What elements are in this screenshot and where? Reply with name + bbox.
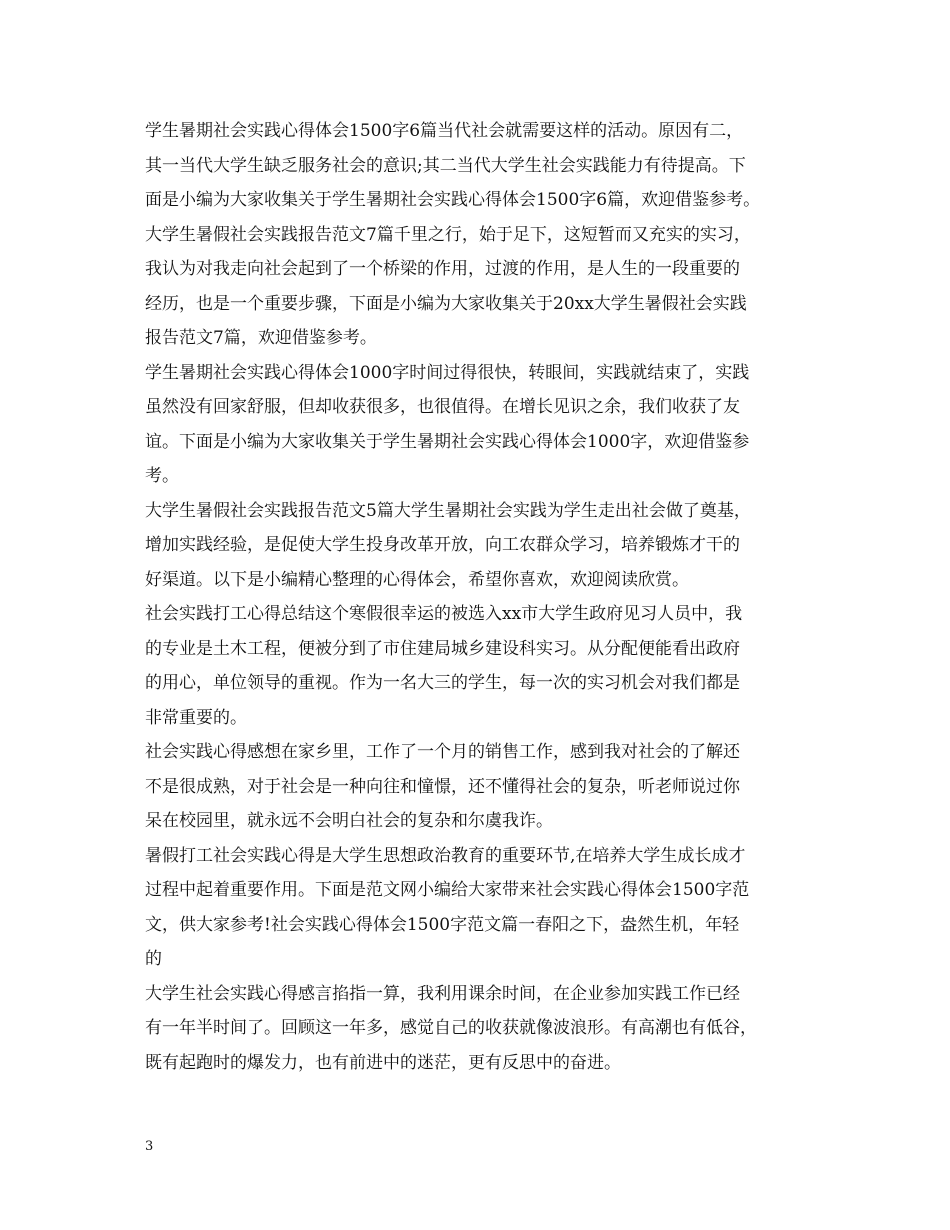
text-line: 过程中起着重要作用。下面是范文网小编给大家带来社会实践心得体会1500字范 [145, 880, 750, 900]
text-line: 文，供大家参考!社会实践心得体会1500字范文篇一春阳之下，盎然生机，年轻 [145, 914, 740, 935]
text-line: 大学生暑假社会实践报告范文5篇大学生暑期社会实践为学生走出社会做了奠基， [145, 500, 751, 521]
text-line: 呆在校园里，就永远不会明白社会的复杂和尔虞我诈。 [145, 811, 553, 831]
text-line: 的专业是土木工程，便被分到了市住建局城乡建设科实习。从分配便能看出政府 [145, 638, 740, 659]
page-number: 3 [145, 1139, 154, 1154]
text-line: 学生暑期社会实践心得体会1500字6篇当代社会就需要这样的活动。原因有二， [145, 121, 744, 141]
text-line: 有一年半时间了。回顾这一年多，感觉自己的收获就像波浪形。有高潮也有低谷， [145, 1018, 757, 1038]
text-line: 既有起跑时的爆发力，也有前进中的迷茫，更有反思中的奋进。 [145, 1052, 621, 1073]
text-line: 经历，也是一个重要步骤，下面是小编为大家收集关于20xx大学生暑假社会实践 [145, 293, 747, 314]
text-line: 报告范文7篇，欢迎借鉴参考。 [145, 328, 377, 348]
text-line: 面是小编为大家收集关于学生暑期社会实践心得体会1500字6篇，欢迎借鉴参考。 [145, 190, 761, 210]
text-line: 考。 [145, 466, 179, 486]
document-body [145, 114, 817, 1080]
text-line: 不是很成熟，对于社会是一种向往和憧憬，还不懂得社会的复杂，听老师说过你 [145, 776, 740, 797]
text-line: 暑假打工社会实践心得是大学生思想政治教育的重要环节,在培养大学生成长成才 [145, 845, 746, 866]
text-line: 大学生社会实践心得感言掐指一算，我利用课余时间，在企业参加实践工作已经 [145, 983, 740, 1004]
text-line: 社会实践打工心得总结这个寒假很幸运的被选入xx市大学生政府见习人员中，我 [145, 604, 743, 624]
text-line: 虽然没有回家舒服，但却收获很多，也很值得。在增长见识之余，我们收获了友 [145, 397, 740, 417]
text-line: 的用心，单位领导的重视。作为一名大三的学生，每一次的实习机会对我们都是 [145, 673, 740, 693]
text-line: 我认为对我走向社会起到了一个桥梁的作用，过渡的作用，是人生的一段重要的 [145, 259, 740, 279]
text-line: 的 [145, 949, 162, 969]
text-line: 社会实践心得感想在家乡里，工作了一个月的销售工作，感到我对社会的了解还 [145, 742, 740, 762]
text-line: 其一当代大学生缺乏服务社会的意识;其二当代大学生社会实践能力有待提高。下 [145, 155, 746, 176]
text-line: 谊。下面是小编为大家收集关于学生暑期社会实践心得体会1000字，欢迎借鉴参 [145, 431, 750, 452]
text-line: 好渠道。以下是小编精心整理的心得体会，希望你喜欢，欢迎阅读欣赏。 [145, 569, 689, 590]
text-line: 学生暑期社会实践心得体会1000字时间过得很快，转眼间，实践就结束了，实践 [145, 362, 750, 383]
text-line: 增加实践经验，是促使大学生投身改革开放，向工农群众学习，培养锻炼才干的 [145, 535, 740, 555]
text-line: 非常重要的。 [145, 707, 247, 728]
text-line: 大学生暑假社会实践报告范文7篇千里之行，始于足下，这短暂而又充实的实习， [145, 224, 751, 245]
